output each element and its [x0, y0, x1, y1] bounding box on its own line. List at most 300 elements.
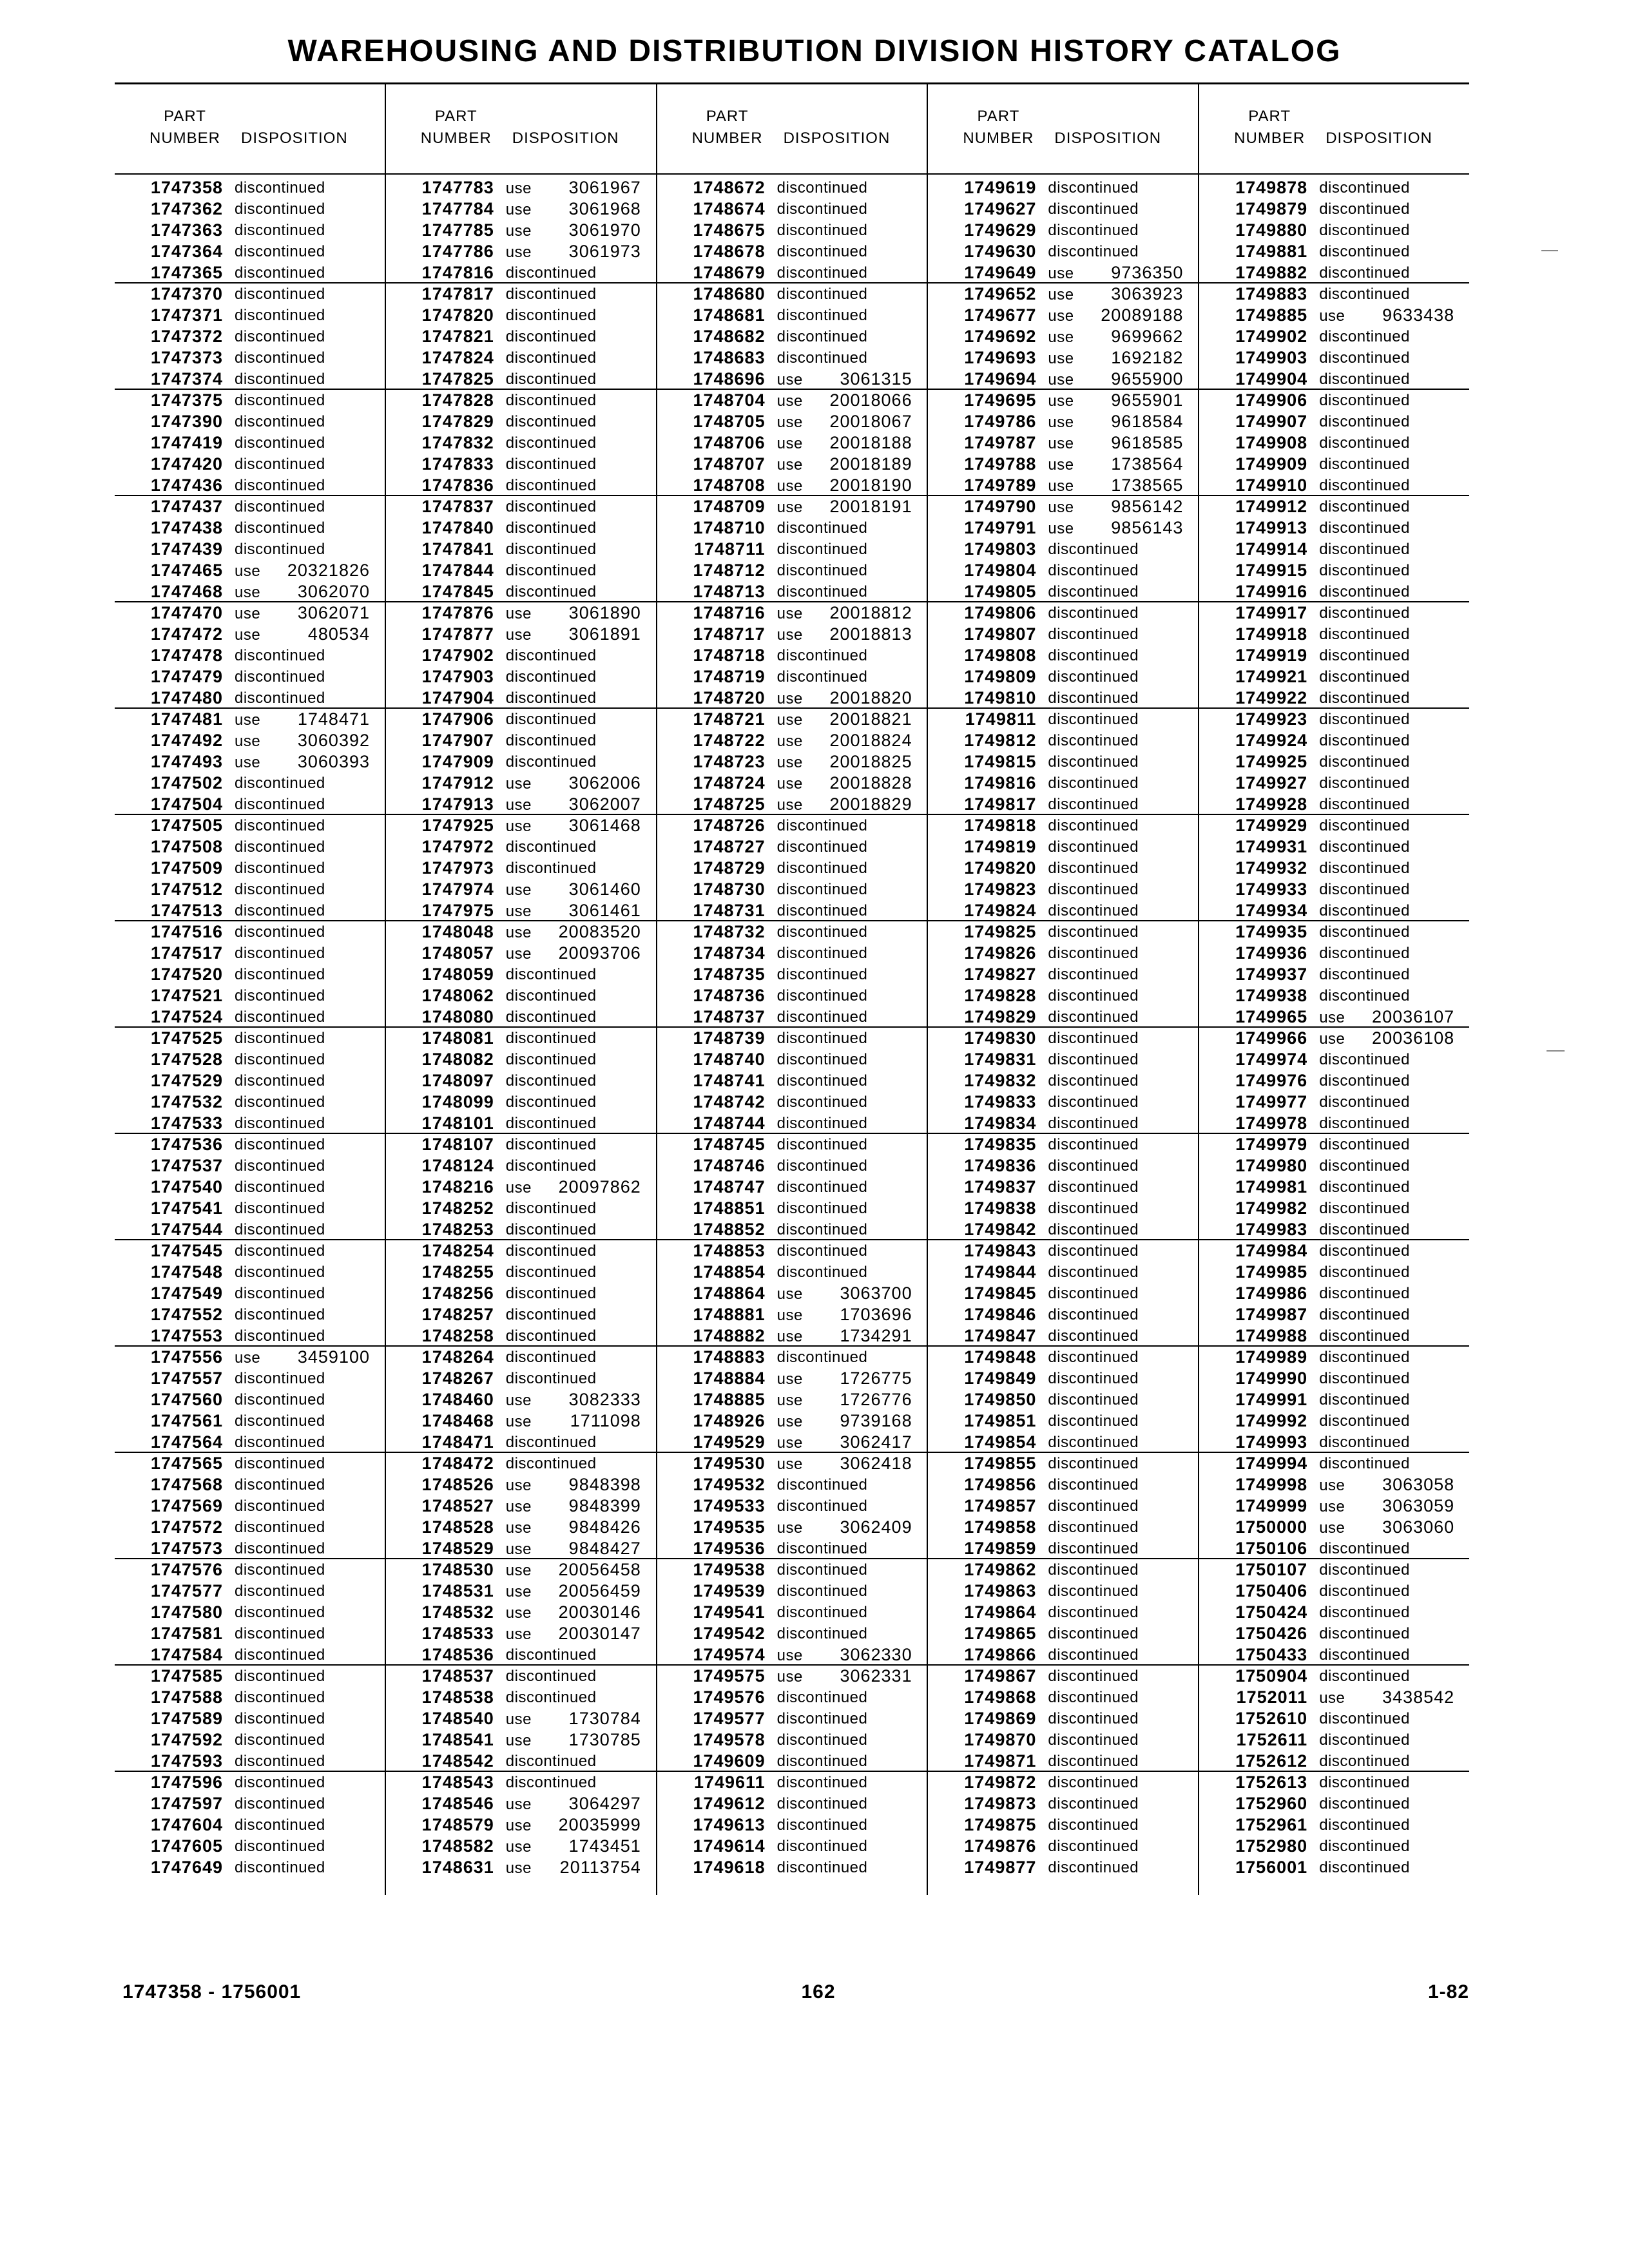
- part-number: 1747533: [150, 1113, 223, 1133]
- disposition-use: use: [776, 1370, 803, 1388]
- part-number: 1747909: [421, 752, 494, 771]
- table-row: [928, 836, 1198, 858]
- disposition: discontinued: [505, 966, 597, 983]
- part-number: 1747480: [150, 688, 223, 707]
- catalog-column: [656, 84, 927, 1895]
- part-number: 1747577: [150, 1581, 223, 1600]
- table-row: [1199, 1559, 1469, 1581]
- disposition: discontinued: [1048, 817, 1139, 834]
- part-number: 1748737: [693, 1007, 766, 1026]
- header-part: PART: [434, 108, 477, 125]
- part-number: 1749928: [1235, 794, 1308, 814]
- disposition: discontinued: [1319, 1412, 1410, 1430]
- disposition: discontinued: [505, 1646, 597, 1664]
- replacement-number: 20089188: [1101, 305, 1184, 325]
- part-number: 1747544: [150, 1220, 223, 1239]
- replacement-number: 9848426: [568, 1517, 641, 1537]
- table-row: [928, 1091, 1198, 1113]
- part-number: 1749982: [1235, 1198, 1308, 1218]
- disposition: [506, 1410, 641, 1432]
- table-row: [386, 1559, 656, 1581]
- part-number: 1748258: [421, 1326, 494, 1345]
- disposition: discontinued: [1048, 1242, 1139, 1260]
- replacement-number: 3061890: [568, 603, 641, 622]
- table-row: [115, 560, 385, 581]
- table-row: [115, 794, 385, 815]
- part-number: 1747836: [421, 476, 494, 495]
- table-row: [386, 1219, 656, 1240]
- disposition: discontinued: [505, 285, 597, 303]
- disposition: discontinued: [235, 200, 325, 218]
- table-row: [115, 687, 385, 709]
- replacement-number: 20030147: [558, 1624, 641, 1643]
- part-number: 1748884: [693, 1369, 766, 1388]
- disposition: discontinued: [1319, 1540, 1410, 1557]
- table-row: [386, 475, 656, 496]
- part-number: 1747568: [150, 1475, 223, 1494]
- disposition: discontinued: [505, 413, 597, 430]
- table-row: [1199, 1155, 1469, 1177]
- part-number: 1749965: [1235, 1007, 1308, 1026]
- table-row: [657, 1325, 927, 1347]
- disposition-use: use: [235, 754, 261, 771]
- part-number: 1747585: [150, 1666, 223, 1686]
- table-row: [1199, 220, 1469, 241]
- part-number: 1749999: [1235, 1496, 1308, 1515]
- part-number: 1749692: [964, 327, 1037, 346]
- table-row: [928, 1453, 1198, 1474]
- part-number: 1747557: [150, 1369, 223, 1388]
- disposition: [1048, 369, 1183, 390]
- part-number: 1749909: [1235, 454, 1308, 474]
- part-number: 1748099: [421, 1092, 494, 1111]
- disposition: discontinued: [776, 1115, 868, 1132]
- table-row: [115, 1304, 385, 1325]
- disposition: discontinued: [1319, 1838, 1410, 1855]
- replacement-number: 3063060: [1382, 1517, 1455, 1537]
- part-number: 1747436: [150, 476, 223, 495]
- table-row: [115, 1687, 385, 1708]
- header-disposition: DISPOSITION: [783, 130, 891, 147]
- disposition: [1048, 326, 1183, 348]
- part-number: 1749974: [1235, 1050, 1308, 1069]
- part-number: 1749535: [693, 1517, 766, 1537]
- part-number: 1747825: [421, 369, 494, 389]
- disposition-use: use: [505, 818, 532, 835]
- table-row: [386, 581, 656, 602]
- table-row: [657, 921, 927, 943]
- table-row: [928, 1623, 1198, 1644]
- table-row: [386, 432, 656, 454]
- table-row: [1199, 964, 1469, 985]
- disposition: [777, 709, 912, 731]
- disposition: [777, 1410, 912, 1432]
- disposition: discontinued: [235, 838, 325, 856]
- disposition: discontinued: [776, 881, 868, 898]
- disposition-use: use: [1048, 286, 1074, 303]
- part-number: 1749934: [1235, 901, 1308, 920]
- table-row: [657, 1070, 927, 1091]
- table-row: [657, 1006, 927, 1028]
- part-number: 1749806: [964, 603, 1037, 622]
- disposition: discontinued: [776, 1072, 868, 1090]
- disposition-use: use: [235, 711, 261, 729]
- part-number: 1749829: [964, 1007, 1037, 1026]
- part-number: 1747837: [421, 497, 494, 516]
- table-row: [1199, 241, 1469, 262]
- part-number: 1748718: [693, 646, 766, 665]
- disposition-use: use: [505, 1413, 532, 1430]
- disposition: discontinued: [776, 1816, 868, 1834]
- disposition: discontinued: [1319, 945, 1410, 962]
- disposition: discontinued: [505, 1370, 597, 1387]
- table-row: [928, 1347, 1198, 1368]
- part-number: 1750424: [1235, 1602, 1308, 1622]
- disposition: [235, 730, 370, 752]
- disposition: [506, 1708, 641, 1730]
- disposition: discontinued: [776, 1753, 868, 1770]
- part-number: 1750433: [1235, 1645, 1308, 1664]
- disposition: [777, 624, 912, 646]
- part-number: 1747508: [150, 837, 223, 856]
- part-number: 1748717: [693, 624, 766, 644]
- table-row: [1199, 1049, 1469, 1070]
- disposition: discontinued: [505, 1774, 597, 1791]
- part-number: 1748264: [421, 1347, 494, 1367]
- disposition: discontinued: [776, 668, 868, 686]
- disposition: discontinued: [776, 1030, 868, 1047]
- part-number: 1748257: [421, 1305, 494, 1324]
- table-row: [657, 624, 927, 645]
- part-number: 1749787: [964, 433, 1037, 452]
- table-row: [386, 1325, 656, 1347]
- part-number: 1748852: [693, 1220, 766, 1239]
- part-number: 1747362: [150, 199, 223, 218]
- table-row: [657, 836, 927, 858]
- part-number: 1748704: [693, 390, 766, 410]
- part-number: 1747537: [150, 1156, 223, 1175]
- part-number: 1749870: [964, 1730, 1037, 1749]
- disposition: discontinued: [1319, 562, 1410, 579]
- part-number: 1748546: [421, 1794, 494, 1813]
- part-number: 1749858: [964, 1517, 1037, 1537]
- part-number: 1748527: [421, 1496, 494, 1515]
- disposition: [1319, 1028, 1454, 1050]
- table-row: [115, 177, 385, 198]
- disposition: discontinued: [505, 647, 597, 664]
- table-row: [386, 1644, 656, 1666]
- table-row: [928, 177, 1198, 198]
- disposition: discontinued: [505, 860, 597, 877]
- header-number: NUMBER: [420, 130, 492, 147]
- part-number: 1749985: [1235, 1262, 1308, 1282]
- disposition: discontinued: [1048, 1306, 1139, 1323]
- part-number: 1748725: [693, 794, 766, 814]
- disposition: discontinued: [1319, 711, 1410, 728]
- table-row: [386, 1517, 656, 1538]
- part-number: 1749786: [964, 412, 1037, 431]
- part-number: 1748679: [693, 263, 766, 282]
- disposition: discontinued: [235, 1157, 325, 1175]
- disposition: discontinued: [776, 1497, 868, 1515]
- disposition: discontinued: [1048, 1667, 1139, 1685]
- part-number: 1748744: [693, 1113, 766, 1133]
- part-number: 1749878: [1235, 178, 1308, 197]
- part-number: 1749611: [693, 1773, 766, 1792]
- disposition: discontinued: [235, 1561, 325, 1579]
- disposition: discontinued: [235, 243, 325, 260]
- disposition: discontinued: [1048, 626, 1139, 643]
- part-number: 1749619: [964, 178, 1037, 197]
- replacement-number: 20035999: [558, 1815, 641, 1834]
- table-row: [1199, 1623, 1469, 1644]
- part-number: 1749837: [964, 1177, 1037, 1196]
- disposition: discontinued: [1319, 1816, 1410, 1834]
- part-number: 1749846: [964, 1305, 1037, 1324]
- table-row: [1199, 1814, 1469, 1836]
- part-number: 1749869: [964, 1709, 1037, 1728]
- table-row: [928, 347, 1198, 369]
- part-number: 1748542: [421, 1751, 494, 1771]
- part-number: 1747580: [150, 1602, 223, 1622]
- table-row: [115, 1666, 385, 1687]
- part-number: 1748853: [693, 1241, 766, 1260]
- disposition: discontinued: [505, 264, 597, 282]
- table-row: [115, 751, 385, 773]
- part-number: 1749976: [1235, 1071, 1308, 1090]
- disposition: discontinued: [1048, 1285, 1139, 1302]
- table-row: [1199, 1113, 1469, 1134]
- part-number: 1749882: [1235, 263, 1308, 282]
- table-row: [1199, 1729, 1469, 1751]
- disposition: discontinued: [1048, 1391, 1139, 1408]
- disposition: discontinued: [1048, 222, 1139, 239]
- disposition-use: use: [776, 435, 803, 452]
- disposition: discontinued: [1319, 179, 1410, 197]
- part-number: 1749532: [693, 1475, 766, 1494]
- table-row: [115, 858, 385, 879]
- table-row: [115, 602, 385, 624]
- part-number: 1749826: [964, 943, 1037, 963]
- replacement-number: 9699662: [1111, 327, 1184, 346]
- part-number: 1747907: [421, 731, 494, 750]
- disposition-use: use: [776, 1519, 803, 1537]
- table-row: [115, 475, 385, 496]
- part-number: 1749831: [964, 1050, 1037, 1069]
- part-number: 1749989: [1235, 1347, 1308, 1367]
- table-row: [1199, 1177, 1469, 1198]
- disposition-use: use: [776, 392, 803, 410]
- disposition-use: use: [776, 754, 803, 771]
- replacement-number: 9736350: [1111, 263, 1184, 282]
- table-row: [928, 709, 1198, 730]
- table-row: [657, 1517, 927, 1538]
- disposition: discontinued: [235, 1859, 325, 1876]
- replacement-number: 9848398: [568, 1475, 641, 1494]
- disposition: discontinued: [1048, 1816, 1139, 1834]
- disposition: discontinued: [235, 923, 325, 941]
- disposition: discontinued: [1048, 1838, 1139, 1855]
- disposition-use: use: [776, 477, 803, 495]
- disposition: discontinued: [235, 222, 325, 239]
- table-row: [928, 1687, 1198, 1708]
- table-row: [115, 985, 385, 1006]
- disposition: discontinued: [1319, 1349, 1410, 1366]
- part-number: 1747925: [421, 816, 494, 835]
- disposition: discontinued: [1319, 1264, 1410, 1281]
- table-row: [386, 454, 656, 475]
- disposition: [506, 1581, 641, 1602]
- disposition: discontinued: [1319, 1072, 1410, 1090]
- part-number: 1749854: [964, 1432, 1037, 1452]
- disposition: [506, 1602, 641, 1624]
- disposition: discontinued: [235, 1753, 325, 1770]
- table-row: [928, 1559, 1198, 1581]
- part-number: 1747560: [150, 1390, 223, 1409]
- disposition: discontinued: [1319, 1327, 1410, 1345]
- part-number: 1749823: [964, 879, 1037, 899]
- part-number: 1749881: [1235, 242, 1308, 261]
- part-number: 1748881: [693, 1305, 766, 1324]
- part-number: 1747468: [150, 582, 223, 601]
- table-row: [386, 1495, 656, 1517]
- disposition-use: use: [1319, 1689, 1345, 1707]
- part-number: 1747785: [421, 220, 494, 240]
- disposition: discontinued: [1048, 796, 1139, 813]
- part-number: 1748716: [693, 603, 766, 622]
- part-number: 1749818: [964, 816, 1037, 835]
- part-number: 1749924: [1235, 731, 1308, 750]
- disposition: [235, 709, 370, 731]
- replacement-number: 20030146: [558, 1602, 641, 1622]
- replacement-number: 20018821: [829, 709, 912, 729]
- table-row: [928, 794, 1198, 815]
- table-row: [928, 1219, 1198, 1240]
- part-number: 1748883: [693, 1347, 766, 1367]
- disposition-use: use: [505, 1498, 532, 1515]
- table-row: [928, 432, 1198, 454]
- part-number: 1747512: [150, 879, 223, 899]
- part-number: 1749984: [1235, 1241, 1308, 1260]
- part-number: 1748526: [421, 1475, 494, 1494]
- section-number: 1-82: [1427, 1981, 1469, 2003]
- part-number: 1749990: [1235, 1369, 1308, 1388]
- part-number: 1749843: [964, 1241, 1037, 1260]
- part-number: 1749851: [964, 1411, 1037, 1430]
- page-title: WAREHOUSING AND DISTRIBUTION DIVISION HISTORY CATALOG: [287, 34, 1342, 68]
- table-row: [386, 305, 656, 326]
- part-number: 1748729: [693, 858, 766, 878]
- replacement-number: 3062330: [840, 1645, 912, 1664]
- disposition: discontinued: [776, 945, 868, 962]
- disposition: discontinued: [1048, 1200, 1139, 1217]
- disposition-use: use: [505, 775, 532, 793]
- disposition: discontinued: [1319, 1455, 1410, 1472]
- disposition: [506, 177, 641, 199]
- table-row: [386, 1091, 656, 1113]
- catalog-column: [927, 84, 1198, 1895]
- disposition-use: use: [505, 1583, 532, 1600]
- part-number: 1747584: [150, 1645, 223, 1664]
- part-number: 1749613: [693, 1815, 766, 1834]
- part-number: 1749906: [1235, 390, 1308, 410]
- table-row: [928, 1751, 1198, 1772]
- replacement-number: 3438542: [1382, 1687, 1455, 1707]
- table-row: [115, 517, 385, 539]
- disposition: discontinued: [1319, 1285, 1410, 1302]
- disposition: discontinued: [235, 1625, 325, 1642]
- part-number: 1747572: [150, 1517, 223, 1537]
- part-number: 1750000: [1235, 1517, 1308, 1537]
- replacement-number: 3082333: [568, 1390, 641, 1409]
- table-row: [928, 1113, 1198, 1134]
- part-number: 1747374: [150, 369, 223, 389]
- disposition: [235, 751, 370, 773]
- part-number: 1749915: [1235, 561, 1308, 580]
- disposition: discontinued: [1048, 1115, 1139, 1132]
- replacement-number: 9655901: [1111, 390, 1184, 410]
- table-row: [386, 1623, 656, 1644]
- disposition: [506, 1793, 641, 1815]
- part-number: 1749859: [964, 1539, 1037, 1558]
- part-number: 1749827: [964, 965, 1037, 984]
- part-number: 1749789: [964, 476, 1037, 495]
- disposition-use: use: [505, 201, 532, 218]
- disposition-use: use: [776, 1392, 803, 1409]
- table-row: [386, 1772, 656, 1793]
- part-number: 1748731: [693, 901, 766, 920]
- part-number: 1749981: [1235, 1177, 1308, 1196]
- part-number: 1749824: [964, 901, 1037, 920]
- replacement-number: 20018066: [829, 390, 912, 410]
- replacement-number: 480534: [307, 624, 370, 644]
- table-row: [928, 666, 1198, 687]
- table-row: [657, 1474, 927, 1495]
- disposition: discontinued: [235, 860, 325, 877]
- disposition: [506, 220, 641, 242]
- replacement-number: 3061970: [568, 220, 641, 240]
- part-number: 1748712: [693, 561, 766, 580]
- disposition: [235, 602, 370, 624]
- part-number: 1748851: [693, 1198, 766, 1218]
- table-row: [928, 1134, 1198, 1155]
- part-number: 1747589: [150, 1709, 223, 1728]
- part-number: 1749809: [964, 667, 1037, 686]
- disposition-use: use: [505, 945, 532, 963]
- part-number: 1748739: [693, 1028, 766, 1048]
- table-row: [115, 496, 385, 517]
- part-number: 1752960: [1235, 1794, 1308, 1813]
- part-number: 1749903: [1235, 348, 1308, 367]
- part-number: 1748713: [693, 582, 766, 601]
- replacement-number: 9848427: [568, 1539, 641, 1558]
- part-number: 1749542: [693, 1624, 766, 1643]
- disposition: discontinued: [1048, 753, 1139, 771]
- table-row: [1199, 687, 1469, 709]
- part-number: 1748528: [421, 1517, 494, 1537]
- table-row: [928, 1177, 1198, 1198]
- table-row: [386, 220, 656, 241]
- part-number: 1748735: [693, 965, 766, 984]
- replacement-number: 9739168: [840, 1411, 912, 1430]
- table-row: [657, 432, 927, 454]
- table-row: [115, 815, 385, 836]
- disposition: [506, 1474, 641, 1496]
- replacement-number: 20018828: [829, 773, 912, 793]
- disposition: discontinued: [1048, 647, 1139, 664]
- part-number: 1749925: [1235, 752, 1308, 771]
- part-number: 1748080: [421, 1007, 494, 1026]
